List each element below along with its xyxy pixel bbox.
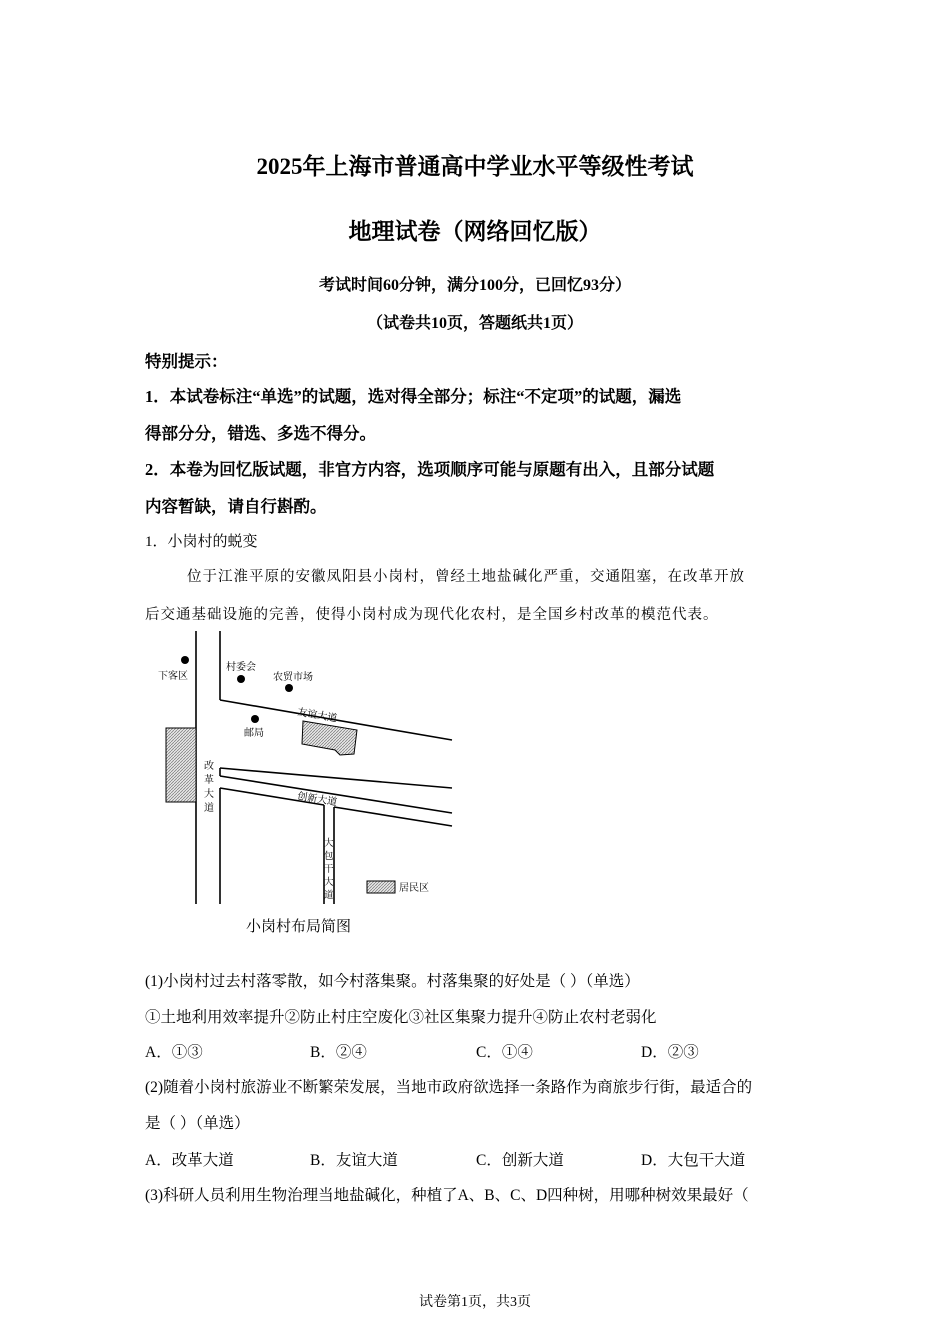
note1-line2: 得部分分，错选、多选不得分。 [145,424,376,443]
legend-residential-label: 居民区 [399,883,429,894]
q3-stem: (3)科研人员利用生物治理当地盐碱化，种植了A、B、C、D四种树，用哪种树效果最好（ [145,1187,749,1204]
exam-title: 2025年上海市普通高中学业水平等级性考试 [256,154,694,179]
q2-stem-line1: (2)随着小岗村旅游业不断繁荣发展，当地市政府欲选择一条路作为商旅步行街，最适合的 [145,1079,753,1096]
notes-heading: 特别提示： [145,352,228,371]
dabaogan-char-4: 大 [324,877,334,888]
youyi-road-label: 友谊大道 [296,707,338,725]
q2-option-d[interactable]: D．大包干大道 [641,1152,746,1169]
section1-intro-line2: 后交通基础设施的完善，使得小岗村成为现代化农村，是全国乡村改革的模范代表。 [145,607,719,623]
q2-option-a[interactable]: A．改革大道 [145,1152,234,1169]
note2-line2: 内容暂缺，请自行斟酌。 [145,497,327,516]
dabaogan-char-3: 干 [324,864,334,875]
q1-option-d[interactable]: D．②③ [641,1044,699,1061]
dabaogan-char-5: 道 [324,890,334,901]
paper-subtitle: 地理试卷（网络回忆版） [348,219,602,244]
section1-intro-line1: 位于江淮平原的安徽凤阳县小岗村，曾经土地盐碱化严重，交通阻塞，在改革开放 [187,569,745,585]
q1-option-b[interactable]: B．②④ [310,1044,367,1061]
xiaogang-layout-map [150,628,460,943]
q2-option-b[interactable]: B．友谊大道 [310,1152,398,1169]
q1-option-c[interactable]: C．①④ [476,1044,533,1061]
xiakequ-point [181,656,189,664]
youyi-road-south-edge [220,768,452,788]
youju-label: 邮局 [244,728,264,739]
dabaogan-char-2: 包 [324,851,334,862]
note2-line1: 2．本卷为回忆版试题，非官方内容，选项顺序可能与原题有出入，且部分试题 [145,460,715,479]
note1-line1: 1．本试卷标注“单选”的试题，选对得全部分；标注“不定项”的试题，漏选 [145,387,682,406]
q1-stem: (1)小岗村过去村落零散，如今村落集聚。村落集聚的好处是（ ）（单选） [145,973,640,990]
nongmao-label: 农贸市场 [273,672,313,683]
cunweihui-point [237,675,245,683]
legend-residential-swatch [367,881,395,893]
gaige-char-2: 革 [204,775,214,786]
gaige-char-4: 道 [204,803,214,814]
page-footer: 试卷第1页，共3页 [419,1295,531,1310]
paper-info: （试卷共10页，答题纸共1页） [366,315,583,332]
gaige-char-3: 大 [204,789,214,800]
nongmao-point [285,684,293,692]
q2-stem-line2: 是（ ）（单选） [145,1115,250,1132]
youju-point [251,715,259,723]
exam-info: 考试时间60分钟，满分100分，已回忆93分） [318,277,631,294]
chuangxin-road-label: 创新大道 [296,791,338,809]
map-caption: 小岗村布局简图 [246,917,352,935]
residential-block-west [166,728,196,802]
cunweihui-label: 村委会 [226,662,256,673]
xiakequ-label: 下客区 [158,671,188,682]
q1-option-a[interactable]: A．①③ [145,1044,203,1061]
dabaogan-char-1: 大 [324,838,334,849]
residential-block-center [302,721,357,755]
gaige-char-1: 改 [204,761,214,772]
section1-title: 1．小岗村的蜕变 [145,534,258,550]
q1-statements: ①土地利用效率提升②防止村庄空废化③社区集聚力提升④防止农村老弱化 [145,1009,657,1026]
q2-option-c[interactable]: C．创新大道 [476,1152,564,1169]
